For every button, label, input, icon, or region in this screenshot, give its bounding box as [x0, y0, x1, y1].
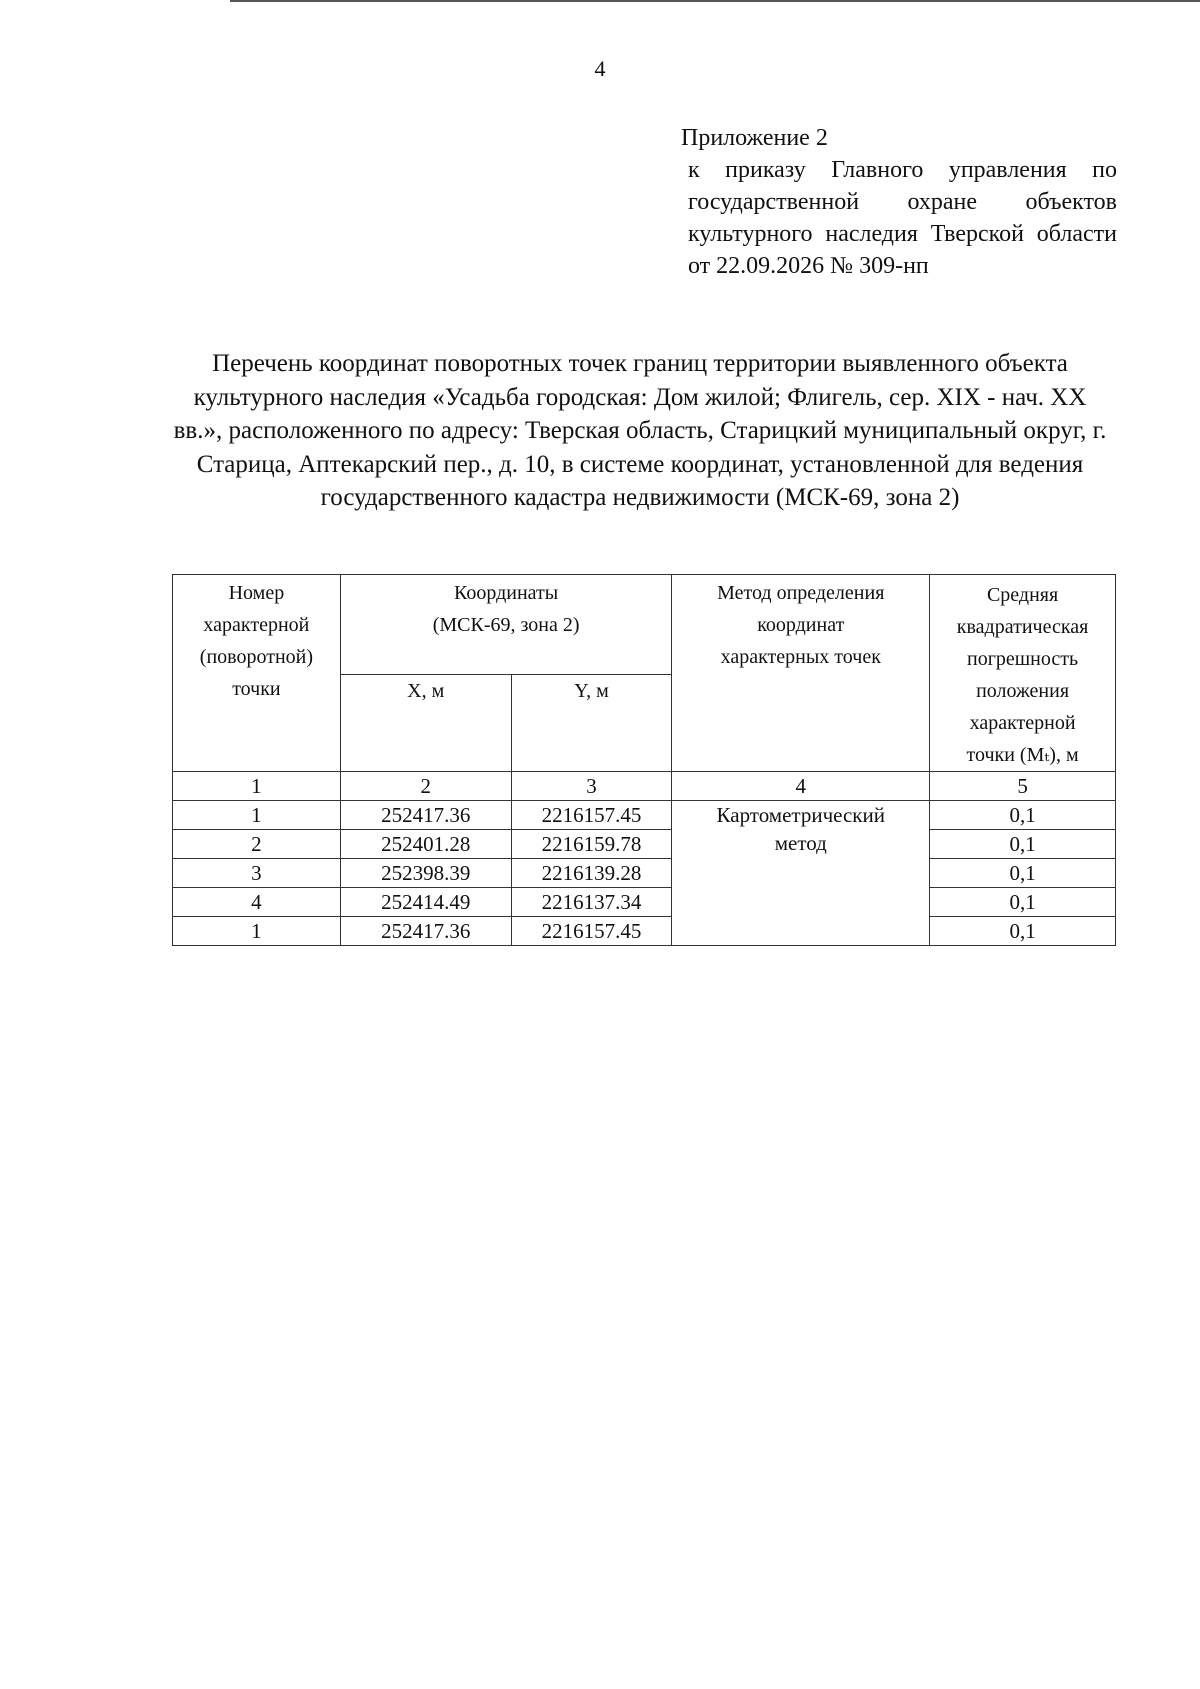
document-title: Перечень координат поворотных точек границ территории выявленного объекта культурного наследия «Усадьба городская: Дом жилой; Флигель, сер. XIX - нач. XX вв.», расположенного по адресу: Тверская область, Старицкий муниципальный округ, г. Старица, Аптекарский пер., д. 10, в системе координат, установленной для ведения государственного кадастра недвижимости (МСК-69, зона 2) [173, 350, 1107, 511]
header-point-number [173, 575, 341, 772]
header-text: (МСК-69, зона 2) [432, 614, 580, 636]
header-text: характерной [969, 712, 1076, 734]
header-y: Y, м [511, 674, 672, 772]
page-number: 4 [594, 56, 606, 81]
header-text: точки [232, 678, 281, 700]
cell-y: 2216157.45 [511, 917, 672, 946]
coordinates-table [172, 574, 1116, 946]
cell-point: 1 [173, 801, 341, 830]
header-coordinates [340, 575, 672, 675]
column-number: 4 [672, 772, 930, 801]
header-method [672, 575, 930, 772]
cell-error: 0,1 [930, 917, 1116, 946]
cell-x: 252417.36 [340, 801, 511, 830]
header-text: координат [757, 614, 845, 636]
cell-error: 0,1 [930, 859, 1116, 888]
cell-method [672, 801, 930, 946]
table-row [173, 801, 1116, 830]
cell-x: 252398.39 [340, 859, 511, 888]
header-text: погрешность [967, 648, 1079, 670]
method-text: метод [774, 831, 827, 855]
header-text: характерных точек [720, 646, 881, 668]
method-text: Картометрический [716, 803, 885, 827]
table-header-row [173, 575, 1116, 675]
column-number: 1 [173, 772, 341, 801]
table-row [173, 888, 1116, 917]
cell-x: 252401.28 [340, 830, 511, 859]
cell-y: 2216157.45 [511, 801, 672, 830]
cell-point: 3 [173, 859, 341, 888]
cell-error: 0,1 [930, 830, 1116, 859]
table-row [173, 917, 1116, 946]
header-text: положения [976, 680, 1070, 702]
appendix-block [681, 122, 1117, 282]
header-text: Координаты [454, 582, 559, 604]
table-row [173, 830, 1116, 859]
header-x: X, м [340, 674, 511, 772]
cell-x: 252414.49 [340, 888, 511, 917]
header-text: Метод определения [717, 582, 885, 604]
column-number: 5 [930, 772, 1116, 801]
header-text: Номер [228, 582, 285, 604]
header-text: (поворотной) [199, 646, 314, 668]
appendix-body: к приказу Главного управления по государственной охране объектов культурного наследия Тверской области от 22.09.2026 № 309-нп [688, 157, 1117, 279]
cell-error: 0,1 [930, 801, 1116, 830]
cell-y: 2216159.78 [511, 830, 672, 859]
column-numbers-row [173, 772, 1116, 801]
header-text: характерной [203, 614, 310, 636]
top-border-line [230, 0, 1200, 2]
cell-point: 2 [173, 830, 341, 859]
cell-y: 2216137.34 [511, 888, 672, 917]
cell-y: 2216139.28 [511, 859, 672, 888]
cell-error: 0,1 [930, 888, 1116, 917]
column-number: 2 [340, 772, 511, 801]
cell-x: 252417.36 [340, 917, 511, 946]
appendix-title: Приложение 2 [681, 125, 828, 151]
header-text: точки (Mₜ), м [966, 744, 1079, 766]
cell-point: 4 [173, 888, 341, 917]
header-text: квадратическая [956, 616, 1089, 638]
column-number: 3 [511, 772, 672, 801]
table-row [173, 859, 1116, 888]
cell-point: 1 [173, 917, 341, 946]
header-error [930, 575, 1116, 772]
header-text: Средняя [986, 584, 1059, 606]
